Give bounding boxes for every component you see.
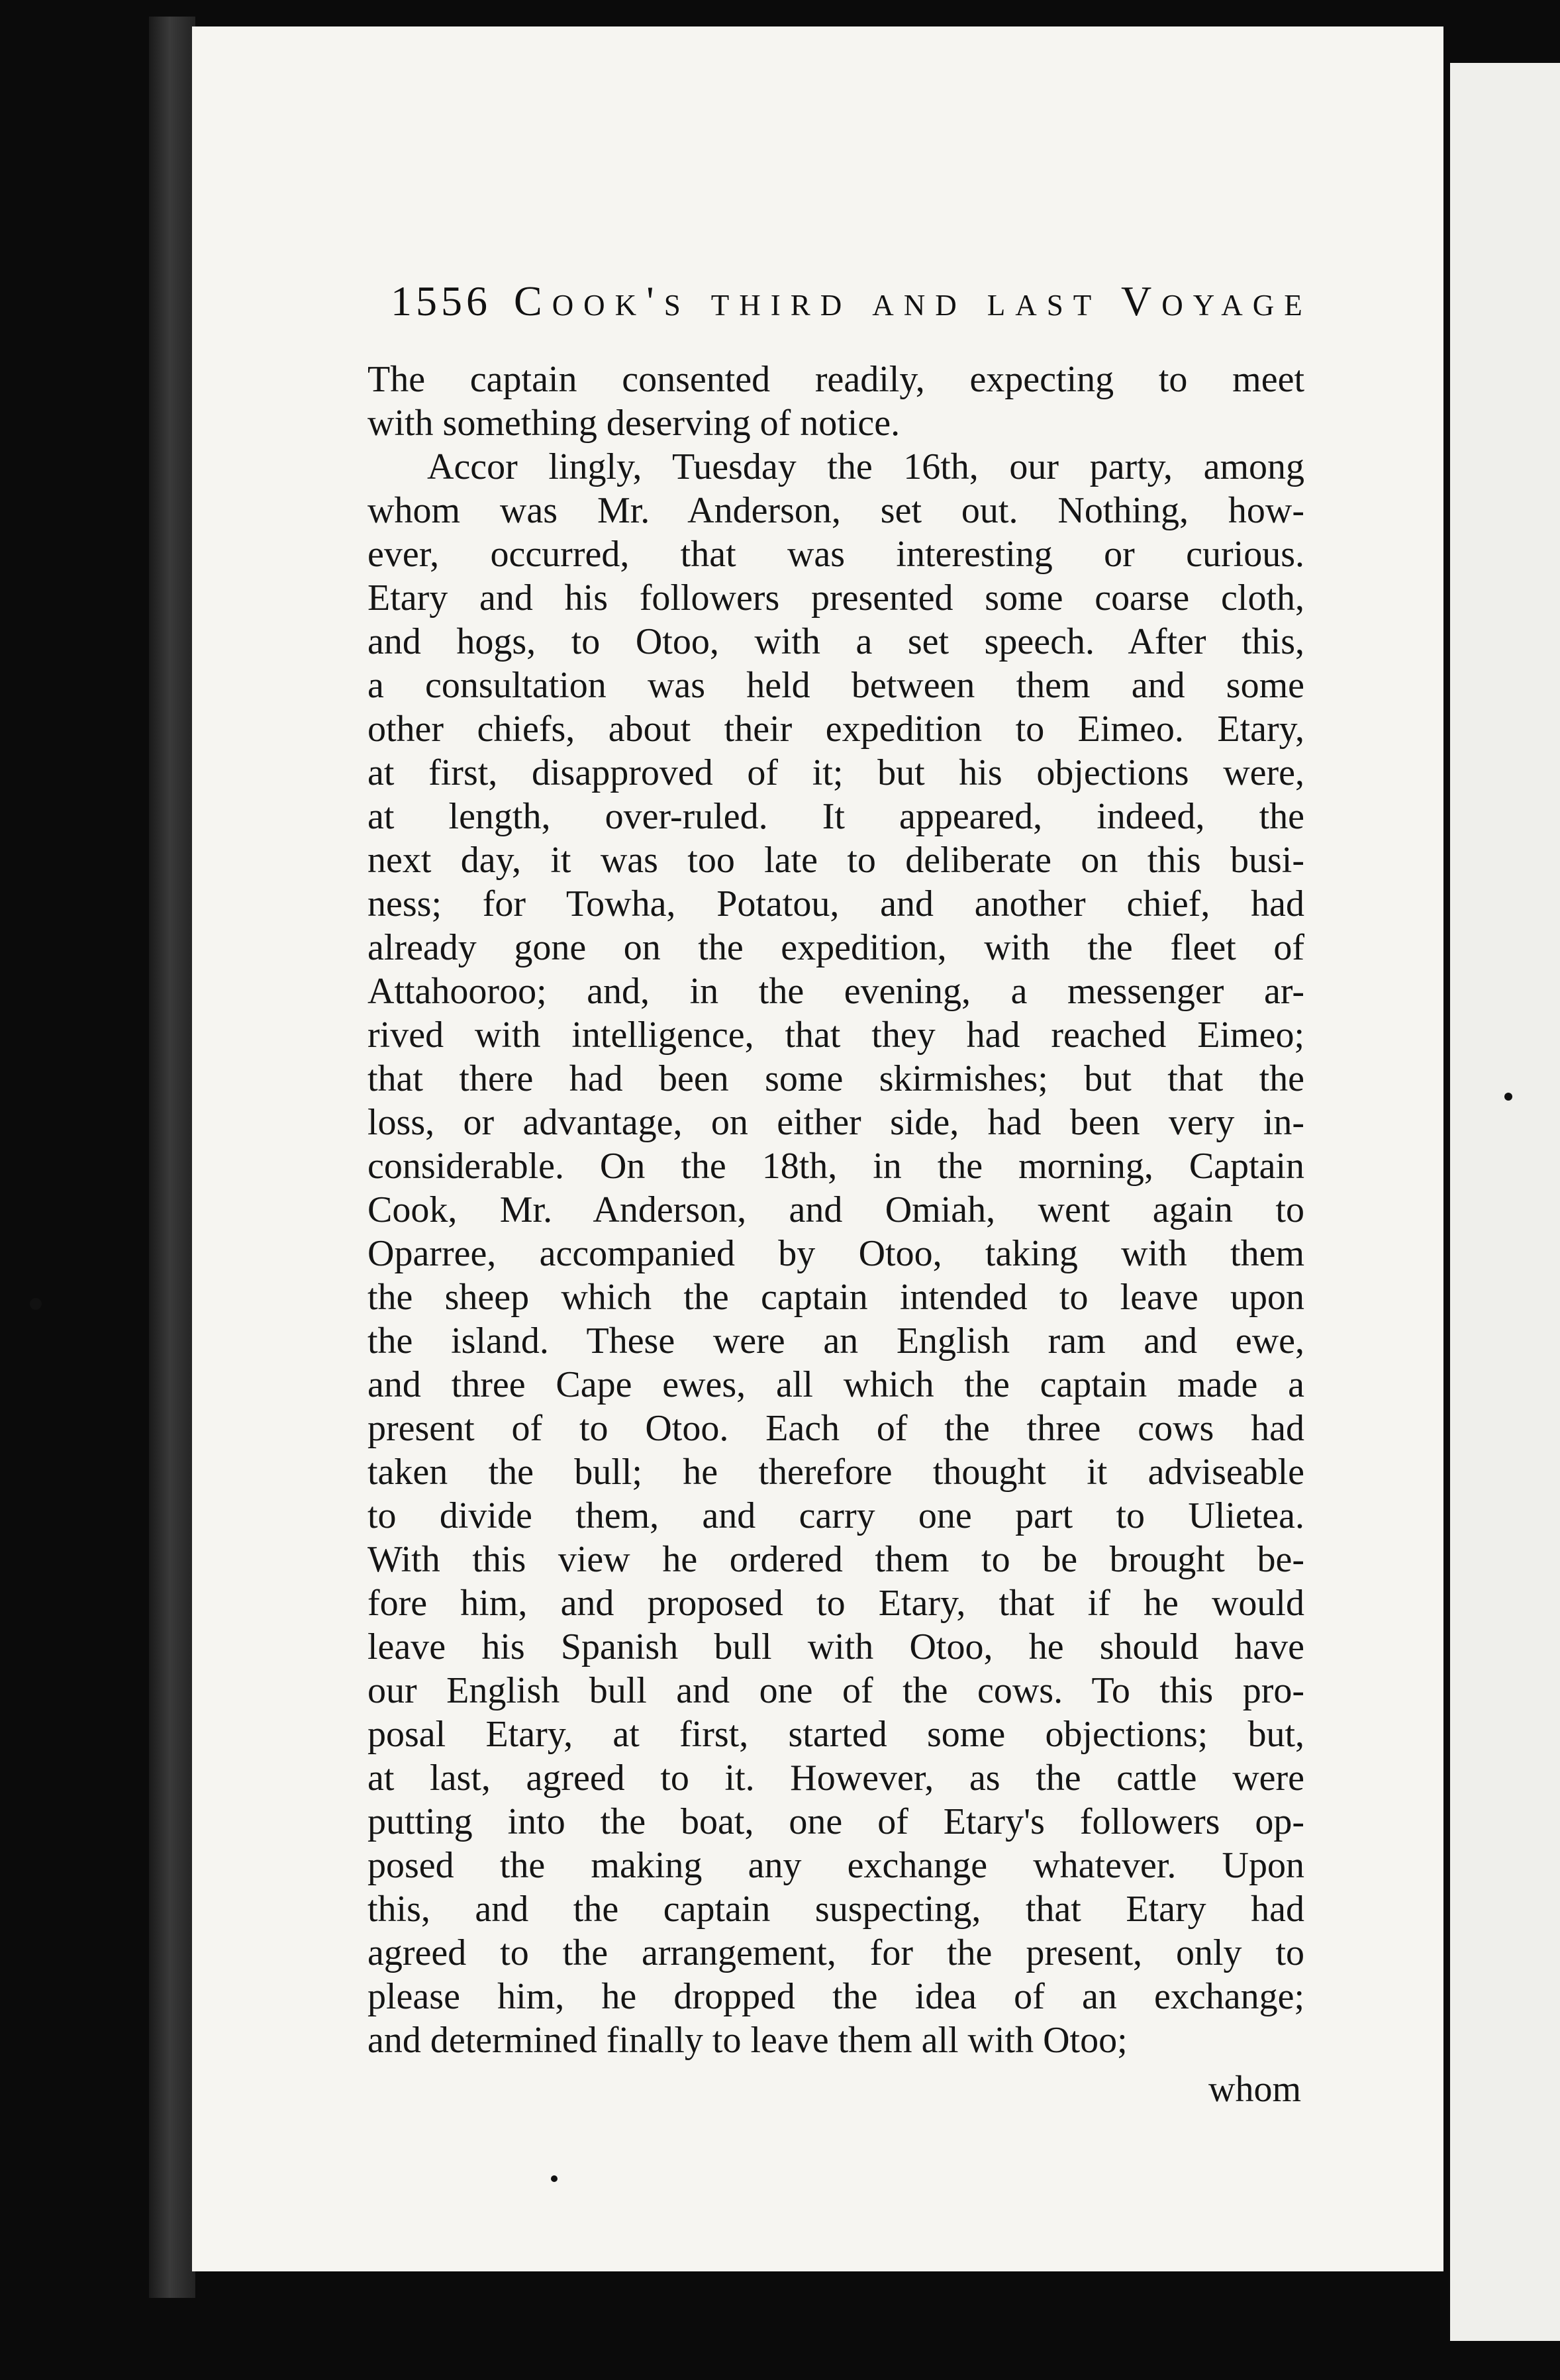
text-line: taken the bull; he therefore thought it adviseable xyxy=(367,1452,1304,1493)
text-line: and hogs, to Otoo, with a set speech. After this, xyxy=(367,621,1304,662)
text-line: considerable. On the 18th, in the morning, Captain xyxy=(367,1146,1304,1187)
text-line: our English bull and one of the cows. To this pro- xyxy=(367,1670,1304,1711)
body-text xyxy=(367,358,1304,2126)
text-line: ness; for Towha, Potatou, and another chief, had xyxy=(367,883,1304,924)
text-line: that there had been some skirmishes; but that the xyxy=(367,1058,1304,1099)
text-line: and three Cape ewes, all which the captain made a xyxy=(367,1364,1304,1405)
running-title: Cook's third and last Voyage xyxy=(514,277,1312,324)
ink-speck xyxy=(551,2175,558,2182)
text-line: Cook, Mr. Anderson, and Omiah, went again to xyxy=(367,1189,1304,1230)
text-line: rived with intelligence, that they had reached Eimeo; xyxy=(367,1015,1304,1056)
text-line: please him, he dropped the idea of an exchange; xyxy=(367,1976,1304,2017)
text-line: at length, over-ruled. It appeared, indeed, the xyxy=(367,796,1304,837)
text-line: The captain consented readily, expecting to meet xyxy=(367,359,1304,400)
text-line: posal Etary, at first, started some objections; but, xyxy=(367,1714,1304,1755)
book-spine xyxy=(149,17,195,2298)
text-line: the sheep which the captain intended to leave upon xyxy=(367,1277,1304,1318)
text-line: present of to Otoo. Each of the three cows had xyxy=(367,1408,1304,1449)
text-line: fore him, and proposed to Etary, that if he would xyxy=(367,1583,1304,1624)
text-line: putting into the boat, one of Etary's followers op- xyxy=(367,1801,1304,1842)
text-line: leave his Spanish bull with Otoo, he should have xyxy=(367,1626,1304,1667)
text-line: posed the making any exchange whatever. Upon xyxy=(367,1845,1304,1886)
text-line: at first, disapproved of it; but his objections were, xyxy=(367,752,1304,793)
text-line: loss, or advantage, on either side, had been very in- xyxy=(367,1102,1304,1143)
text-line: this, and the captain suspecting, that Etary had xyxy=(367,1889,1304,1930)
text-line: other chiefs, about their expedition to Eimeo. Etary, xyxy=(367,709,1304,750)
text-line: whom was Mr. Anderson, set out. Nothing, how- xyxy=(367,490,1304,531)
ink-speck xyxy=(30,1298,42,1310)
catchword: whom xyxy=(1208,2069,1301,2110)
text-line: at last, agreed to it. However, as the cattle were xyxy=(367,1758,1304,1799)
text-line: Oparree, accompanied by Otoo, taking with them xyxy=(367,1233,1304,1274)
ink-speck xyxy=(1504,1093,1512,1101)
text-line: and determined finally to leave them all with Otoo; xyxy=(367,2020,1128,2061)
text-line: the island. These were an English ram and ewe, xyxy=(367,1320,1304,1362)
text-line: already gone on the expedition, with the fleet of xyxy=(367,927,1304,968)
text-line: Etary and his followers presented some coarse cloth, xyxy=(367,577,1304,619)
text-line: next day, it was too late to deliberate on this busi- xyxy=(367,840,1304,881)
text-line: agreed to the arrangement, for the present, only to xyxy=(367,1932,1304,1973)
text-line: ever, occurred, that was interesting or curious. xyxy=(367,534,1304,575)
text-line: to divide them, and carry one part to Ulietea. xyxy=(367,1495,1304,1536)
page-number: 1556 xyxy=(391,277,491,324)
running-head xyxy=(391,277,1312,336)
text-line: With this view he ordered them to be brought be- xyxy=(367,1539,1304,1580)
text-line: Accor lingly, Tuesday the 16th, our party, among xyxy=(427,446,1304,487)
text-line: with something deserving of notice. xyxy=(367,403,901,444)
text-line: Attahooroo; and, in the evening, a messenger ar- xyxy=(367,971,1304,1012)
text-line: a consultation was held between them and some xyxy=(367,665,1304,706)
facing-page-edge xyxy=(1450,63,1560,2341)
